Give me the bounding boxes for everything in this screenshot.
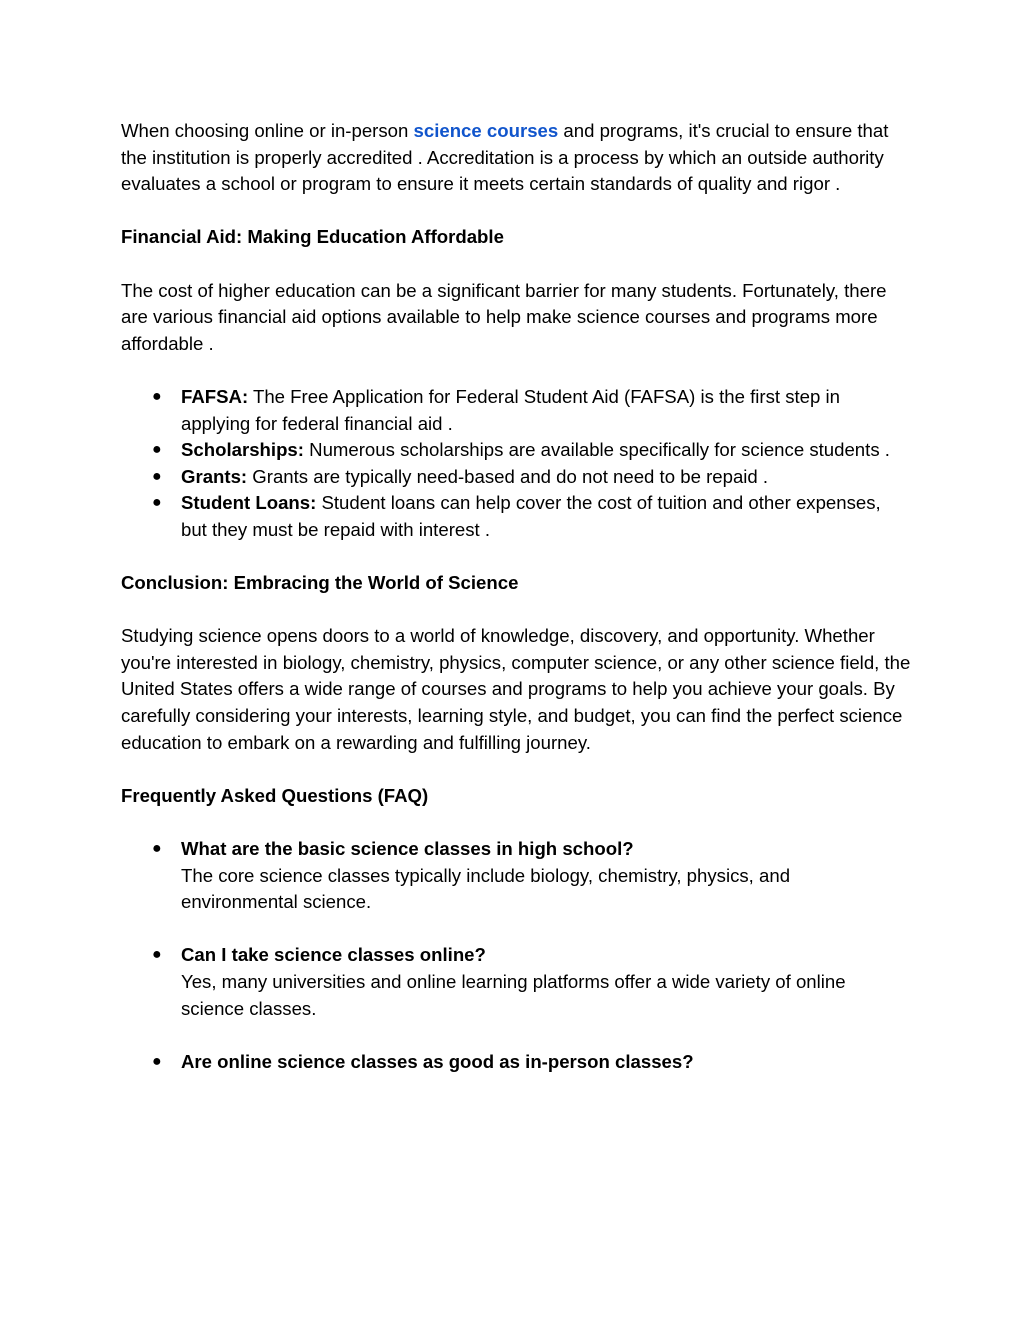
faq-item xyxy=(121,942,911,1022)
faq-question: Are online science classes as good as in-person classes? xyxy=(181,1050,694,1072)
list-item-term: Grants: xyxy=(181,465,248,487)
bullet-icon: ● xyxy=(152,1052,162,1070)
list-item-term: Scholarships: xyxy=(181,439,304,461)
list-item-term: FAFSA: xyxy=(181,385,249,407)
conclusion-paragraph: Studying science opens doors to a world of knowledge, discovery, and opportunity. Whether you're interested in biology, chemistry, physics, computer science, or any other science field, the United States offers a wide range of courses and programs to help you achieve your goals. By carefully considering your interests, learning style, and budget, you can find the perfect science education to embark on a rewarding and fulfilling journey. xyxy=(121,625,911,753)
list-item-student-loans xyxy=(121,490,911,543)
faq-item xyxy=(121,836,911,916)
faq-answer: Yes, many universities and online learning platforms offer a wide variety of online science classes. xyxy=(181,971,846,1019)
financial-aid-list xyxy=(121,384,911,544)
list-item-scholarships xyxy=(121,437,911,464)
science-courses-link[interactable]: science courses xyxy=(413,120,559,141)
faq-question: Can I take science classes online? xyxy=(181,944,486,966)
bullet-icon: ● xyxy=(152,387,162,405)
list-item-text: Student loans can help cover the cost of tuition and other expenses, but they must be repaid with interest . xyxy=(181,492,881,540)
faq-heading: Frequently Asked Questions (FAQ) xyxy=(121,784,429,806)
intro-text-before-link: When choosing online or in-person xyxy=(121,120,414,141)
list-item-text: Grants are typically need-based and do not need to be repaid . xyxy=(247,465,769,487)
faq-question: What are the basic science classes in high school? xyxy=(181,838,634,860)
bullet-icon: ● xyxy=(152,946,162,964)
financial-aid-heading: Financial Aid: Making Education Affordable xyxy=(121,226,504,248)
bullet-icon: ● xyxy=(152,441,162,459)
faq-list xyxy=(121,836,911,1075)
document-page xyxy=(121,118,911,1102)
list-item-text: The Free Application for Federal Student Aid (FAFSA) is the first step in applying for federal financial aid . xyxy=(181,385,840,434)
list-item-text: Numerous scholarships are available specifically for science students . xyxy=(303,439,890,461)
conclusion-heading: Conclusion: Embracing the World of Science xyxy=(121,572,519,594)
bullet-icon: ● xyxy=(152,840,162,858)
intro-paragraph xyxy=(121,118,911,198)
faq-item xyxy=(121,1049,911,1076)
list-item-fafsa xyxy=(121,384,911,437)
list-item-grants xyxy=(121,464,911,491)
bullet-icon: ● xyxy=(152,467,162,485)
financial-aid-paragraph: The cost of higher education can be a significant barrier for many students. Fortunately, there are various financial aid options available to help make science courses and programs more affordable . xyxy=(121,279,887,354)
list-item-term: Student Loans: xyxy=(181,492,317,514)
bullet-icon: ● xyxy=(152,494,162,512)
faq-answer: The core science classes typically include biology, chemistry, physics, and environmental science. xyxy=(181,864,791,913)
intro-text-after-link: and programs, it's crucial to ensure that the institution is properly accredited . Accreditation is a process by which an outside authority evaluates a school or program to ensure it meets certain standards of quality and rigor . xyxy=(121,120,889,195)
